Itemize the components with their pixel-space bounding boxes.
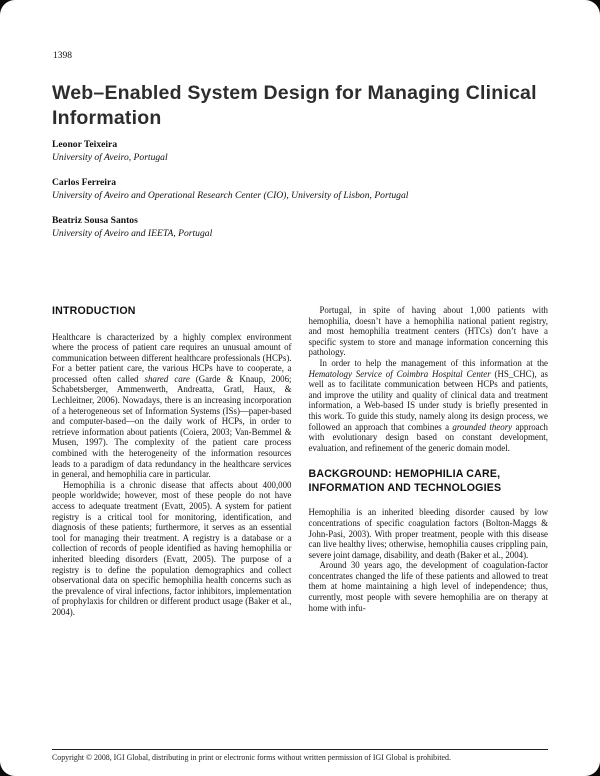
- right-column: [309, 305, 549, 618]
- author: [52, 139, 548, 164]
- paragraph: Healthcare is characterized by a highly complex environment where the process of patient care requires an unusual amount of communication between different healthcare professionals (HCPs). For a better patient care, the various HCPs have to cooperate, a processed often called shared care (Garde & Knaup, 2006; Schabetsberger, Ammenwerth, Andreatta, Gratl, Haux, & Lechleitner, 2006). Nowadays, there is an increasing incorporation of a heterogeneous set of Information Systems (ISs)—paper-based and computer-based—on the daily work of HCPs, in order to retrieve information about patients (Coiera, 2003; Van-Bemmel & Musen, 1997). The complexity of the patient care process combined with the heterogeneity of the information resources leads to a paradigm of data redundancy in the healthcare services in general, and hemophilia care in particular.: [52, 331, 292, 480]
- author-affiliation: University of Aveiro and Operational Research Center (CIO), University of Lisbon, Portugal: [52, 189, 409, 201]
- author-block: [52, 139, 548, 253]
- footer-divider: [52, 749, 548, 750]
- paragraph: Hemophilia is a chronic disease that affects about 400,000 people worldwide; however, most of these people do not have access to adequate treatment (Evatt, 2005). A system for patient registry is a critical tool for monitoring, identification, and diagnosis of these patients; furthermore, it serves as an essential tool for managing their treatment. A registry is a database or a collection of records of people identified as having hemophilia or inherited bleeding disorders (Evatt, 2005). The purpose of a registry is to define the population demographics and collect observational data on specific hemophilia health concerns such as the prevalence of viral infections, factor inhibitors, implementation of prophylaxis for children or different product usage (Baker et al., 2004).: [52, 479, 292, 617]
- author-name: Carlos Ferreira: [52, 177, 117, 188]
- paragraph: In order to help the management of this information at the Hematology Service of Coimbra Hospital Center (HS_CHC), as well as to facilitate communication between HCPs and patients, and improve the utility and quality of clinical data and treatment information, a Web-based IS under study is briefly presented in this work. To guide this study, namely along its design process, we followed an approach that combines a grounded theory approach with evolutionary design based on constant development, evaluation, and refinement of the generic domain model.: [308, 357, 548, 453]
- article-title: Web–Enabled System Design for Managing Clinical Information: [52, 82, 537, 129]
- author-name: Leonor Teixeira: [52, 139, 118, 150]
- author-name: Beatriz Sousa Santos: [52, 215, 138, 226]
- body-columns: [52, 305, 548, 618]
- section-heading-background: BACKGROUND: HEMOPHILIA CARE, INFORMATION AND TECHNOLOGIES: [308, 468, 502, 494]
- section-heading-introduction: INTRODUCTION: [52, 305, 136, 317]
- paragraph: Around 30 years ago, the development of coagulation-factor concentrates changed the life of these patients and allowed to treat them at home maintaining a high level of independence; thus, currently, most people with severe hemophilia are on therapy at home with infu-: [308, 560, 548, 613]
- author-affiliation: University of Aveiro and IEETA, Portugal: [52, 227, 213, 239]
- page-number: 1398: [53, 51, 72, 61]
- author: [52, 177, 548, 202]
- paragraph: Hemophilia is an inherited bleeding disorder caused by low concentrations of specific coagulation factors (Bolton-Maggs & John-Pasi, 2003). With proper treatment, people with this disease can live healthy lives; otherwise, hemophilia causes crippling pain, severe joint damage, disability, and death (Baker et al., 2004).: [308, 507, 548, 560]
- left-column: [52, 305, 292, 618]
- author-affiliation: University of Aveiro, Portugal: [52, 151, 168, 163]
- author: [52, 215, 548, 240]
- copyright-text: Copyright © 2008, IGI Global, distributing in print or electronic forms without written permission of IGI Global is prohibited.: [52, 753, 451, 762]
- paragraph: Portugal, in spite of having about 1,000 patients with hemophilia, doesn’t have a hemophilia national patient registry, and most hemophilia treatment centers (HTCs) don’t have a specific system to store and manage information concerning this pathology.: [308, 305, 548, 358]
